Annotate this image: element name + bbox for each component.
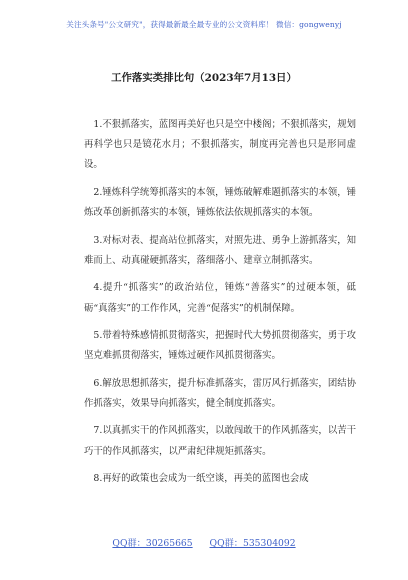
paragraph-5: 5.带着特殊感情抓贯彻落实，把握时代大势抓贯彻落实，勇于攻坚克难抓贯彻落实，锤炼过硬作风抓贯彻落实。 — [84, 330, 356, 362]
paragraph-4: 4.提升“抓落实”的政治站位，锤炼“善落实”的过硬本领，砥砺“真落实”的工作作风，完善“促落实”的机制保障。 — [84, 282, 356, 314]
document-title: 工作落实类排比句（2023年7月13日） — [111, 72, 297, 84]
footer-contact — [0, 535, 408, 549]
paragraph-3: 3.对标对表、提高站位抓落实，对照先进、勇争上游抓落实，知难而上、动真碰硬抓落实，落细落小、建章立制抓落实。 — [84, 234, 356, 266]
paragraph-6: 6.解放思想抓落实，提升标准抓落实，雷厉风行抓落实，团结协作抓落实，效果导向抓落实，健全制度抓落实。 — [84, 377, 356, 409]
footer-qq-group-1: QQ群：30265665 — [112, 538, 193, 549]
paragraph-8: 8.再好的政策也会成为一纸空谈，再美的蓝图也会成 — [93, 473, 309, 485]
footer-qq-group-2: QQ群：535304092 — [209, 538, 296, 549]
paragraph-2: 2.锤炼科学统筹抓落实的本领，锤炼破解难题抓落实的本领，锤炼改革创新抓落实的本领，锤炼依法依规抓落实的本领。 — [84, 186, 356, 219]
paragraph-7: 7.以真抓实干的作风抓落实，以敢闯敢干的作风抓落实，以苦干巧干的作风抓落实，以严肃纪律规矩抓落实。 — [84, 425, 356, 457]
paragraph-1: 1.不狠抓落实，蓝图再美好也只是空中楼阁；不狠抓落实，规划再科学也只是镜花水月；不狠抓落实，制度再完善也只是形同虚设。 — [84, 119, 356, 171]
header-promo-note: 关注头条号"公文研究"，获得最新最全最专业的公文资料库！ 微信：gongwenyj — [66, 20, 342, 29]
document-body — [84, 115, 356, 497]
